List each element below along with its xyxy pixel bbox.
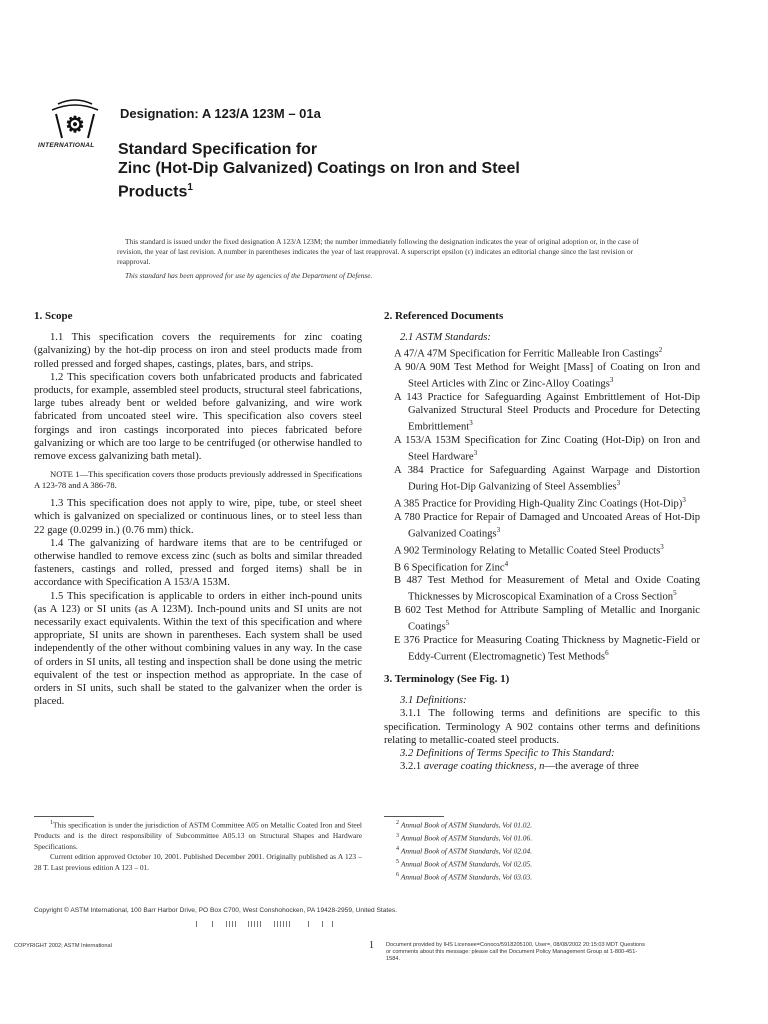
reference-item: A 780 Practice for Repair of Damaged and Uncoated Areas of Hot-Dip Galvanized Coatings$^3$ (394, 511, 700, 540)
reference-item: B 602 Test Method for Attribute Sampling of Metallic and Inorganic Coatings$^5$ (394, 605, 700, 633)
paragraph-1-1: 1.1 This specification covers the requirements for zinc coating (galvanizing) by the hot-dip process on iron and steel products made from rolled pressed and forged shapes, castings, plates, bars, and strips. (34, 332, 362, 370)
reference-item: A 47/A 47M Specification for Ferritic Malleable Iron Castings$^2$ (394, 346, 663, 360)
reference-footnote: $^6$ Annual Book of ASTM Standards, Vol 03.03. (396, 872, 533, 882)
footnote-1: $^1$This specification is under the jurisdiction of ASTM Committee A05 on Metallic Coated Iron and Steel Products and is the direct responsibility of Subcommittee A05.13 on Structural Shapes and Hardware Specifications. Current edition approved October 10, 2001. Published December 2001. Originally published as A 123 – 28 T. Last previous edition A 123 – 01. (34, 820, 362, 872)
scope-heading: 1. Scope (34, 310, 73, 322)
paragraph-1-3: 1.3 This specification does not apply to wire, pipe, tube, or steel sheet which is galvanized on specialized or continuous lines, or to steel less than 22 gage (0.0299 in.) (0.76 mm) thick. (34, 498, 362, 536)
reference-footnote: $^2$ Annual Book of ASTM Standards, Vol 01.02. (396, 820, 533, 830)
title-line-3: Products$^1$ (118, 182, 193, 201)
reference-item: A 902 Terminology Relating to Metallic Coated Steel Products$^3$ (394, 542, 664, 557)
reference-footnote: $^4$ Annual Book of ASTM Standards, Vol 02.04. (396, 846, 533, 856)
footnote-rule (34, 816, 94, 817)
reference-item: B 487 Test Method for Measurement of Metal and Oxide Coating Thicknesses by Microscopical Examination of a Cross Section$^5$ (394, 575, 700, 603)
reference-footnote: $^5$ Annual Book of ASTM Standards, Vol 02.05. (396, 859, 533, 869)
logo-wordmark: INTERNATIONAL (38, 142, 95, 149)
right-column (384, 310, 700, 773)
title-line-1: Standard Specification for (118, 141, 318, 158)
issuance-note (117, 237, 647, 281)
specific-definitions-subheading: 3.2 Definitions of Terms Specific to This Standard: (400, 748, 615, 760)
paragraph-1-5: 1.5 This specification is applicable to orders in either inch-pound units (as A 123) or SI units (as A 123M). Inch-pound units and SI units are not necessarily exact equivalents. Within the text of this specification and where appropriate, SI units are shown in parentheses. Each system shall be used independently of the other without combining values in any way. In the case of orders in SI units, all testing and inspection shall be done using the metric equivalent of the test or inspection method as appropriate. In the case of orders in SI units, such shall be stated to the galvanizer when the order is placed. (34, 590, 362, 708)
paragraph-3-2-1: 3.2.1 average coating thickness, n—the average of three (400, 761, 639, 773)
term-average-coating-thickness: average coating thickness, n (423, 761, 545, 773)
copyright-line: Copyright © ASTM International, 100 Barr Harbor Drive, PO Box C700, West Conshohocken, PA 19428-2959, United States. (34, 907, 398, 914)
reference-item: A 153/A 153M Specification for Zinc Coating (Hot-Dip) on Iron and Steel Hardware$^3$ (394, 435, 700, 463)
document-title (118, 140, 678, 201)
reference-footnote: $^3$ Annual Book of ASTM Standards, Vol 01.06. (396, 833, 533, 843)
reference-footnotes (384, 818, 700, 883)
paragraph-1-4: 1.4 The galvanizing of hardware items that are to be centrifuged or otherwise handled to remove excess zinc (such as bolts and similar threaded fasteners, castings and rolled, pressed and forged items) shall be in accordance with Specification A 153/A 153M. (34, 537, 362, 589)
footnote-1-edition: Current edition approved October 10, 2001. Published December 2001. Originally published as A 123 – 28 T. Last previous edition A 123 – 01. (34, 852, 362, 872)
left-column (34, 310, 362, 708)
terminology-heading: 3. Terminology (See Fig. 1) (384, 673, 510, 686)
referenced-documents-heading: 2. Referenced Documents (384, 310, 504, 322)
definitions-subheading: 3.1 Definitions: (400, 695, 467, 707)
footer-license-notice: Document provided by IHS Licensee=Conoco/5918205100, User=, 08/08/2002 20:15:03 MDT Questions or comments about this message: please call the Document Policy Management Group at 1-800-451-1584. (386, 942, 645, 963)
title-footnote-mark: 1 (187, 182, 193, 193)
astm-standards-subheading: 2.1 ASTM Standards: (400, 332, 491, 344)
svg-text:⚙: ⚙ (65, 112, 85, 137)
designation: Designation: A 123/A 123M – 01a (120, 106, 321, 121)
astm-logo (38, 98, 112, 152)
reference-list (384, 344, 700, 664)
issuance-paragraph: This standard is issued under the fixed designation A 123/A 123M; the number immediately following the designation indicates the year of original adoption or, in the case of revision, the year of last revision. A number in parentheses indicates the year of last reapproval. A superscript epsilon (ε) indicates an editorial change since the last revision or reapproval. (117, 237, 639, 267)
paragraph-1-2: 1.2 This specification covers both unfabricated products and fabricated products, for example, assembled steel products, structural steel fabrications, large tubes already bent or welded before galvanizing, and wire work fabricated from uncoated steel wire. This specification also covers steel forgings and iron castings incorporated into pieces fabricated before galvanizing or which are too large to be centrifuged (or otherwise handled to remove excess galvanizing bath metal). (34, 371, 362, 463)
paragraph-3-1-1: 3.1.1 The following terms and definitions are specific to this specification. Terminology A 902 contains other terms and definitions relating to metallic-coated steel products. (384, 708, 700, 746)
footer-copyright: COPYRIGHT 2002; ASTM International (14, 943, 112, 949)
reference-item: A 384 Practice for Safeguarding Against Warpage and Distortion During Hot-Dip Galvanizing of Steel Assemblies$^3$ (394, 465, 700, 493)
reference-item: B 6 Specification for Zinc$^4$ (394, 559, 509, 574)
dod-approval: This standard has been approved for use by agencies of the Department of Defense. (125, 270, 373, 280)
reference-item: A 385 Practice for Providing High-Quality Zinc Coatings $(Hot-Dip)^3$ (394, 496, 686, 510)
reference-item: A 90/A 90M Test Method for Weight [Mass] of Coating on Iron and Steel Articles with Zinc or Zinc-Alloy Coatings$^3$ (394, 362, 700, 390)
page-number: 1 (369, 940, 374, 951)
footnote-rule (384, 816, 444, 817)
reference-item: E 376 Practice for Measuring Coating Thickness by Magnetic-Field or Eddy-Current (Electromagnetic) Test Methods$^6$ (394, 635, 700, 663)
reference-item: A 143 Practice for Safeguarding Against Embrittlement of Hot-Dip Galvanized Structural Steel Products and Procedure for Detecting Embrittlement$^3$ (394, 392, 700, 434)
barcode (196, 921, 346, 927)
title-line-2: Zinc (Hot-Dip Galvanized) Coatings on Iron and Steel (118, 160, 520, 177)
note-1: NOTE 1—This specification covers those products previously addressed in Specifications A 123-78 and A 386-78. (34, 469, 362, 491)
